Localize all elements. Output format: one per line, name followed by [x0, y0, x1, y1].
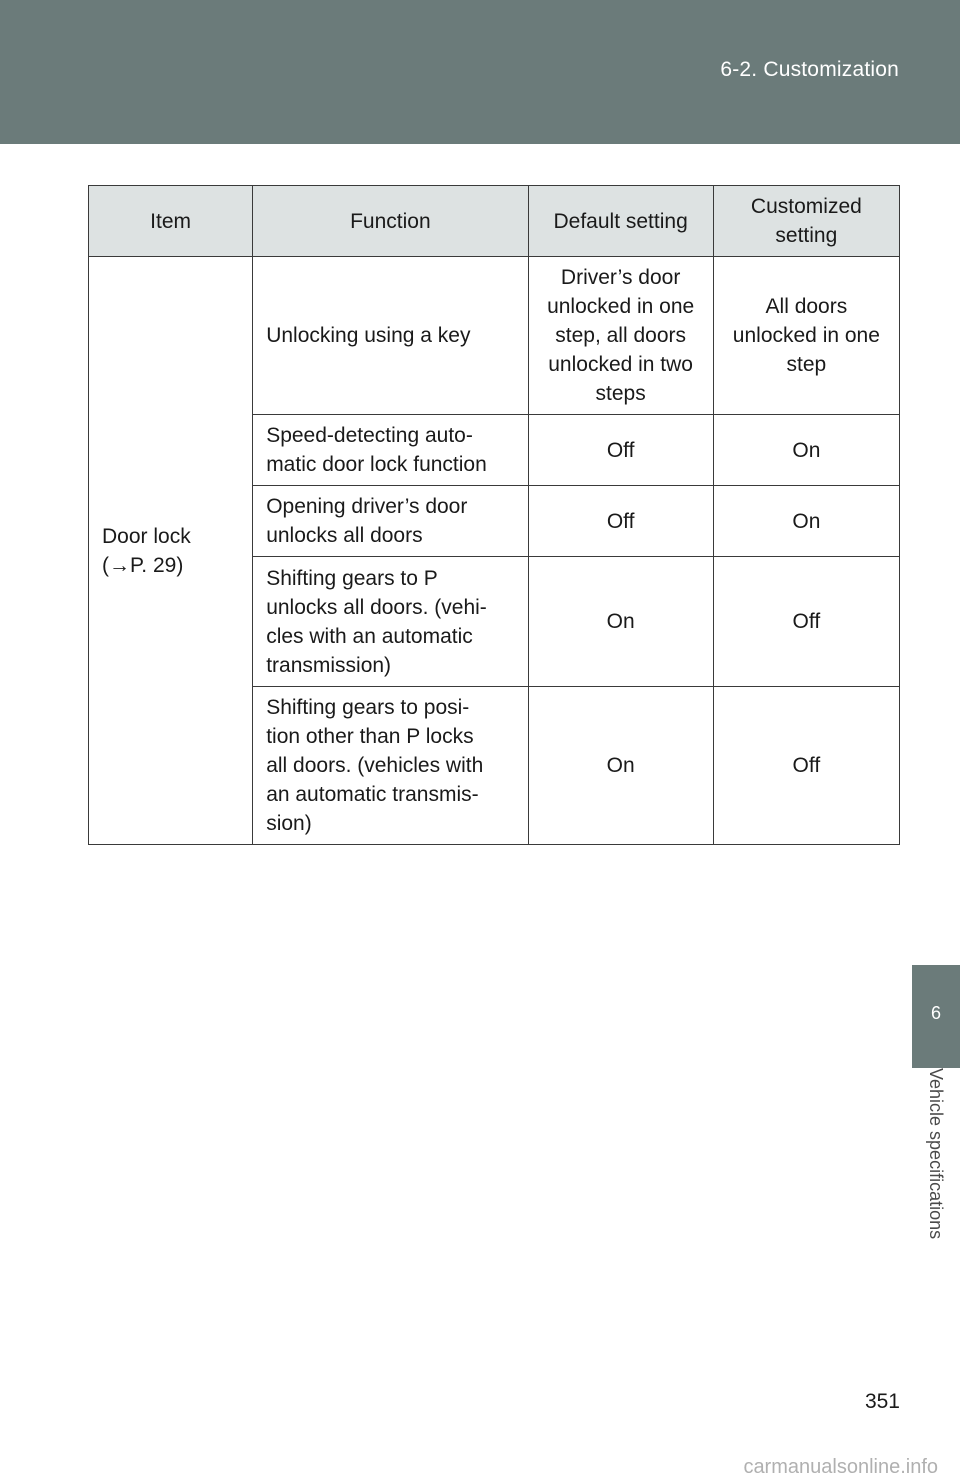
- default-text: On: [606, 754, 635, 777]
- chapter-number: 6: [930, 1003, 941, 1023]
- default-setting-cell: [528, 415, 713, 486]
- custom-text: step: [786, 353, 827, 376]
- chapter-title: Vehicle specifications: [926, 1068, 946, 1240]
- custom-text: Off: [792, 754, 821, 777]
- item-page-reference: (→P. 29): [102, 553, 184, 577]
- default-text: step, all doors: [555, 324, 686, 347]
- watermark-text: carmanualsonline.info: [743, 1456, 938, 1478]
- header-customized-setting-line-1: Customized: [750, 195, 862, 218]
- header-customized-setting: [713, 186, 899, 257]
- default-text: Off: [606, 438, 635, 462]
- default-setting-cell: [528, 687, 713, 845]
- default-text: steps: [595, 382, 646, 405]
- custom-text: All doors: [765, 295, 848, 318]
- header-default-setting: Default setting: [528, 186, 713, 257]
- function-text: an automatic transmis-: [266, 783, 479, 806]
- table-header-row: [89, 186, 900, 257]
- function-text: tion other than P locks: [266, 725, 474, 748]
- function-cell: [253, 687, 528, 845]
- function-text: Unlocking using a key: [266, 324, 471, 347]
- function-text: all doors. (vehicles with: [266, 754, 484, 777]
- custom-text: unlocked in one: [732, 324, 880, 347]
- function-cell: [253, 557, 528, 687]
- function-text: Opening driver’s door: [266, 495, 468, 518]
- function-text: matic door lock function: [266, 453, 487, 476]
- header-function: Function: [253, 186, 528, 257]
- item-name: Door lock: [102, 524, 191, 548]
- function-text: cles with an automatic: [266, 624, 473, 648]
- function-text: Shifting gears to P: [266, 566, 438, 590]
- function-text: sion): [266, 812, 312, 835]
- customized-setting-cell: [713, 415, 899, 486]
- function-text: unlocks all doors: [266, 524, 423, 547]
- customized-setting-cell: [713, 687, 899, 845]
- table-row: [89, 257, 900, 415]
- chapter-title-container: [912, 1068, 960, 1300]
- header-customized-setting-line-2: setting: [775, 224, 838, 247]
- default-text: Off: [606, 509, 635, 533]
- default-text: unlocked in two: [548, 353, 693, 376]
- function-text: Speed-detecting auto-: [266, 424, 473, 447]
- default-setting-cell: [528, 257, 713, 415]
- function-cell: [253, 486, 528, 557]
- function-cell: [253, 257, 528, 415]
- custom-text: On: [792, 438, 821, 462]
- custom-text: Off: [792, 610, 821, 633]
- default-text: unlocked in one: [547, 295, 695, 318]
- function-text: Shifting gears to posi-: [266, 696, 470, 719]
- chapter-tab: [912, 965, 960, 1068]
- default-text: On: [606, 610, 635, 633]
- custom-text: On: [792, 509, 821, 533]
- item-cell-door-lock: [89, 257, 253, 845]
- default-setting-cell: [528, 557, 713, 687]
- customized-setting-cell: [713, 557, 899, 687]
- customized-setting-cell: [713, 486, 899, 557]
- default-setting-cell: [528, 486, 713, 557]
- customization-table: [88, 185, 900, 845]
- function-text: transmission): [266, 653, 392, 677]
- page-number: 351: [864, 1390, 900, 1413]
- default-text: Driver’s door: [560, 266, 681, 289]
- customized-setting-cell: [713, 257, 899, 415]
- function-text: unlocks all doors. (vehi-: [266, 595, 487, 619]
- header-band: [0, 0, 960, 144]
- header-item: Item: [89, 186, 253, 257]
- section-title: 6-2. Customization: [720, 58, 899, 81]
- function-cell: [253, 415, 528, 486]
